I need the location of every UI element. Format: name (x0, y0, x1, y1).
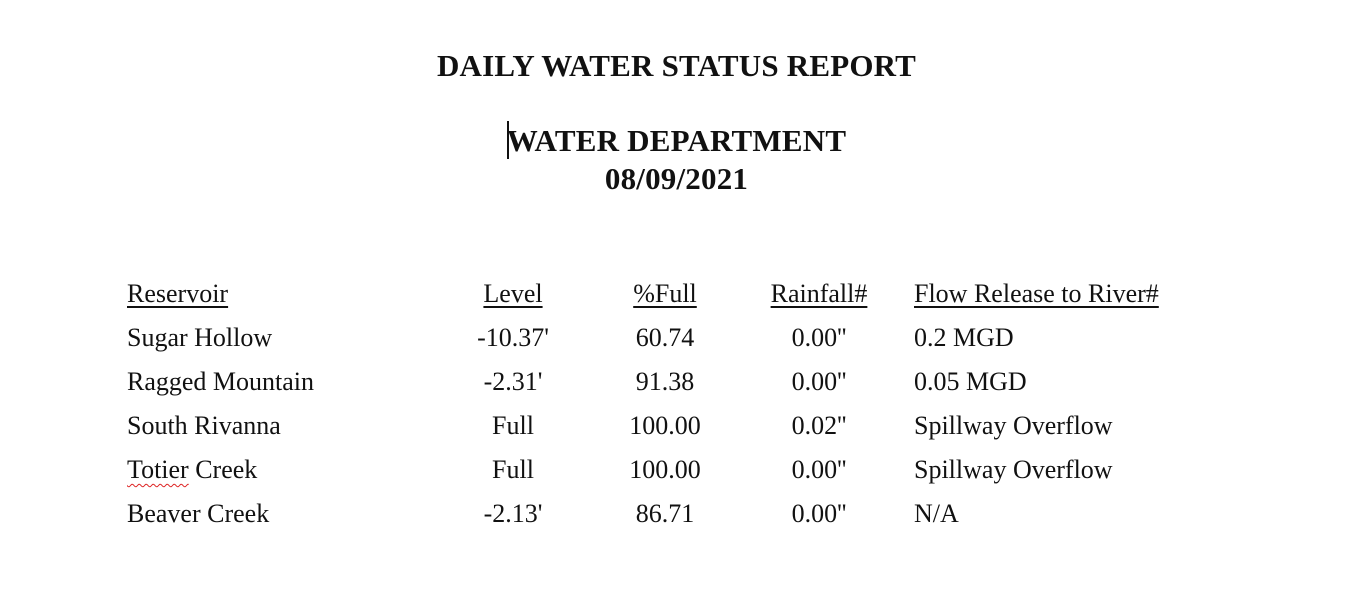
cell-level: -2.31' (483, 367, 543, 396)
cell-flow-release: 0.2 MGD (914, 323, 1014, 352)
cell-rainfall: 0.02'' (791, 411, 847, 440)
department-text: WATER DEPARTMENT (506, 123, 847, 158)
cell-flow-release: 0.05 MGD (914, 367, 1027, 396)
department-title[interactable] (0, 121, 1353, 159)
cell-rainfall: 0.00'' (791, 455, 847, 484)
cell-percent-full: 100.00 (629, 411, 701, 440)
cell-level: -2.13' (483, 499, 543, 528)
cell-level: Full (492, 455, 534, 484)
cell-flow-release: Spillway Overflow (914, 411, 1113, 440)
cell-reservoir-rest: Creek (188, 455, 258, 484)
header-flow-release: Flow Release to River# (914, 279, 1159, 308)
cell-rainfall: 0.00'' (791, 323, 847, 352)
spellcheck-flagged-word[interactable]: Totier (127, 455, 189, 484)
report-date: 08/09/2021 (604, 161, 749, 196)
cell-level: Full (492, 411, 534, 440)
cell-percent-full: 100.00 (629, 455, 701, 484)
cell-rainfall: 0.00'' (791, 499, 847, 528)
cell-percent-full: 60.74 (635, 323, 695, 352)
cell-flow-release: N/A (914, 499, 959, 528)
header-rainfall: Rainfall# (770, 279, 868, 308)
cell-percent-full: 91.38 (635, 367, 695, 396)
header-reservoir: Reservoir (127, 279, 229, 308)
cell-reservoir (127, 455, 257, 485)
cell-percent-full: 86.71 (635, 499, 695, 528)
cell-reservoir: Ragged Mountain (127, 367, 315, 396)
cell-reservoir: South Rivanna (127, 411, 281, 440)
cell-rainfall: 0.00'' (791, 367, 847, 396)
cell-level: -10.37' (477, 323, 549, 352)
header-percent-full: %Full (633, 279, 697, 308)
header-level: Level (483, 279, 543, 308)
cell-flow-release: Spillway Overflow (914, 455, 1113, 484)
cell-reservoir: Beaver Creek (127, 499, 270, 528)
cell-reservoir: Sugar Hollow (127, 323, 273, 352)
report-title: DAILY WATER STATUS REPORT (436, 48, 917, 83)
